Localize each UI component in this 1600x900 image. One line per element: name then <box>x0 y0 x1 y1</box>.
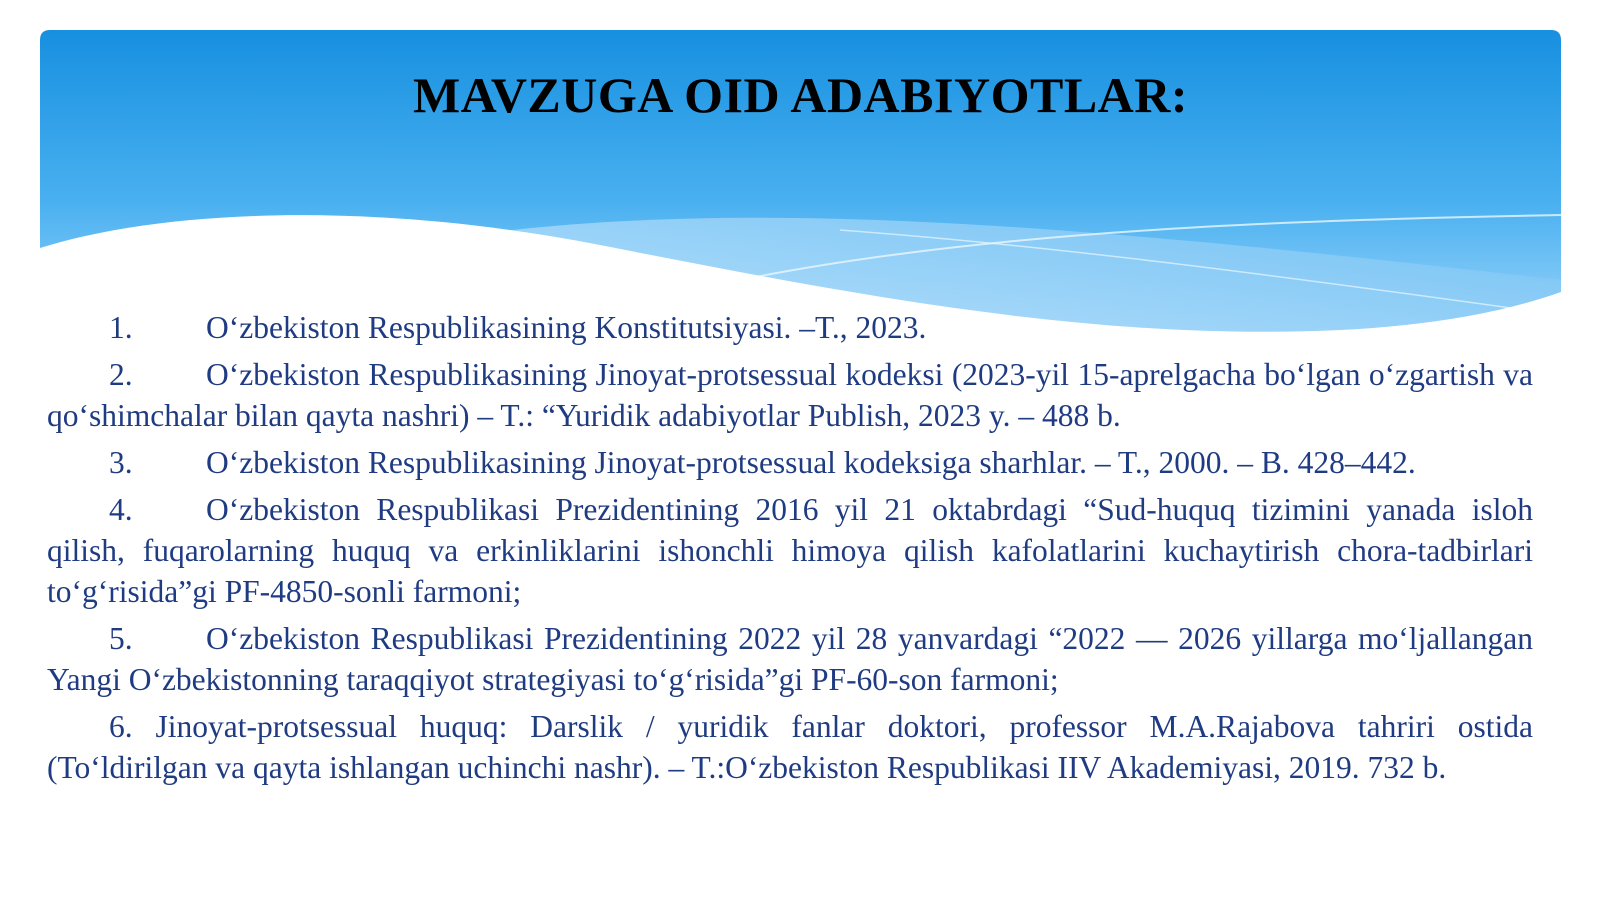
reference-number: 5. <box>109 621 133 656</box>
reference-text: O‘zbekiston Respublikasi Prezidentining 2016 yil 21 oktabrdagi “Sud-huquq tizimini yanada isloh qilish, fuqarolarning huquq va erkinliklarini ishonchli himoya qilish kafolatlarini kuchaytirish chora-tadbirlari to‘g‘risida”gi PF-4850-sonli farmoni; <box>47 492 1533 609</box>
reference-item <box>47 618 1533 700</box>
reference-text: O‘zbekiston Respublikasining Jinoyat-protsessual kodeksi (2023-yil 15-aprelgacha bo‘lgan o‘zgartish va qo‘shimchalar bilan qayta nashri) – T.: “Yuridik adabiyotlar Publish, 2023 y. – 488 b. <box>47 357 1533 433</box>
reference-item <box>47 706 1533 788</box>
reference-item <box>47 354 1533 436</box>
reference-item <box>47 307 1533 348</box>
reference-number: 2. <box>109 357 133 392</box>
slide-title: MAVZUGA OID ADABIYOTLAR: <box>412 67 1189 123</box>
reference-list <box>47 307 1533 794</box>
reference-text: O‘zbekiston Respublikasining Jinoyat-protsessual kodeksiga sharhlar. – T., 2000. – B. 428–442. <box>206 445 1416 480</box>
reference-item <box>47 442 1533 483</box>
reference-text: O‘zbekiston Respublikasi Prezidentining 2022 yil 28 yanvardagi “2022 — 2026 yillarga mo‘ljallangan Yangi O‘zbekistonning taraqqiyot strategiyasi to‘g‘risida”gi PF-60-son farmoni; <box>47 621 1533 697</box>
reference-text: O‘zbekiston Respublikasining Konstitutsiyasi. –T., 2023. <box>206 310 927 345</box>
reference-number: 4. <box>109 492 133 527</box>
reference-number: 6. <box>109 709 133 744</box>
reference-text: Jinoyat-protsessual huquq: Darslik / yuridik fanlar doktori, professor M.A.Rajabova tahriri ostida (To‘ldirilgan va qayta ishlangan uchinchi nashr). – T.:O‘zbekiston Respublikasi IIV Akademiyasi, 2019. 732 b. <box>47 709 1533 785</box>
reference-item <box>47 489 1533 612</box>
reference-number: 3. <box>109 445 133 480</box>
reference-number: 1. <box>109 310 133 345</box>
